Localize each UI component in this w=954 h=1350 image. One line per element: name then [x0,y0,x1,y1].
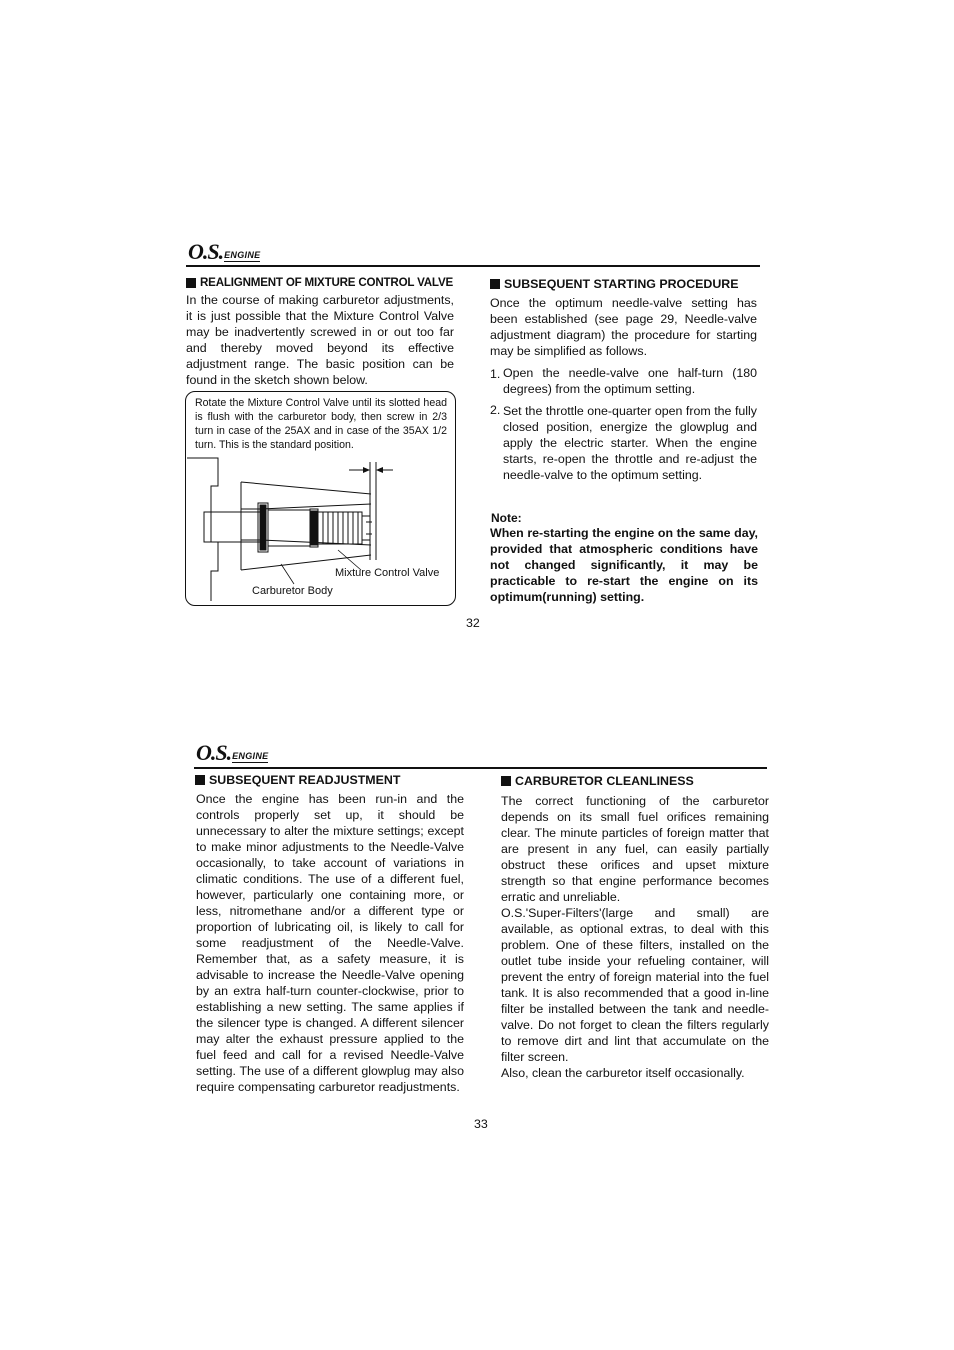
os-engine-logo [188,239,261,264]
section-heading-readjustment [195,772,400,788]
readjustment-body: Once the engine has been run-in and the controls properly set up, it should be unnecessary to alter the mixture settings; except to make minor adjustments to the Needle-Valve occasionally, to take account of variations in climatic conditions. The use of a different fuel, however, particularly one containing more, or less, nitromethane and/or a different type or proportion of lubricating oil, is likely to call for some readjustment of the Needle-Valve. Remember that, as a safety measure, it is advisable to increase the Needle-Valve opening by an extra half-turn counter-clockwise, prior to establishing a new setting. The same applies if the silencer type is changed. A different silencer may alter the exhaust pressure applied to the fuel feed and call for a revised Needle-Valve setting. The use of a different glowplug may also require compensating carburetor readjustments. [196,792,464,1094]
section-heading-starting-procedure [490,276,739,292]
square-bullet-icon [195,775,205,785]
header-rule [186,265,760,267]
note-body: When re-starting the engine on the same day, provided that atmospheric conditions have not changed significantly, it may be practicable to re-start the engine on its optimum(running) setting. [490,526,758,604]
cleanliness-para-1: The correct functioning of the carburetor depends on its small fuel orifices remaining clear. The minute particles of foreign matter that are present in any fuel, can easily partially obstruct these orifices and upset mixture strength so that engine performance becomes erratic and unreliable. [501,794,769,904]
square-bullet-icon [186,278,196,288]
heading-text: CARBURETOR CLEANLINESS [515,774,694,788]
mixture-valve-figure [185,391,456,606]
step-text: Open the needle-valve one half-turn (180 degrees) from the optimum setting. [503,366,757,396]
header-rule [194,767,767,769]
cleanliness-para-2: O.S.'Super-Filters'(large and small) are available, as optional extras, to deal with this problem. One of these filters, installed on the outlet tube inside your refueling container, will prevent the entry of foreign material into the fuel tank. It is also recommended that a good in-line filter be installed between the tank and needle-valve. Do not forget to clean the filters regularly to remove dirt and lint that accumulate on the filter screen. [501,906,769,1064]
heading-text: SUBSEQUENT STARTING PROCEDURE [504,277,739,291]
os-engine-logo [196,740,269,765]
label-carburetor-body: Carburetor Body [252,585,333,597]
logo-brand: O.S. [188,239,224,264]
step-number: 2. [490,403,501,417]
note-label: Note: [491,511,522,525]
figure-caption: Rotate the Mixture Control Valve until its slotted head is flush with the carburetor body, then screw in 2/3 turn in case of the 25AX and in case of the 35AX 1/2 turn. This is the standard position. [195,397,447,451]
section-heading-realignment [186,275,453,291]
heading-text: SUBSEQUENT READJUSTMENT [209,773,401,787]
realignment-body: In the course of making carburetor adjustments, it is just possible that the Mixture Control Valve may be inadvertently screwed in or out too far and thereby moved beyond its effective adjustment range. The basic position can be found in the sketch shown below. [186,293,454,387]
logo-suffix: ENGINE [224,250,261,260]
square-bullet-icon [501,776,511,786]
logo-brand: O.S. [196,740,232,765]
step-text: Set the throttle one-quarter open from the fully closed position, energize the glowplug and apply the electric starter. When the engine starts, re-open the throttle and re-adjust the needle-valve to the optimum setting. [503,404,757,482]
logo-suffix: ENGINE [232,751,269,761]
starting-intro: Once the optimum needle-valve setting has been established (see page 29, Needle-valve adjustment diagram) the procedure for starting may be simplified as follows. [490,296,757,358]
label-mixture-control-valve: Mixture Control Valve [335,567,440,579]
section-heading-cleanliness [501,773,694,789]
square-bullet-icon [490,279,500,289]
step-number: 1. [490,367,501,381]
cleanliness-para-3: Also, clean the carburetor itself occasionally. [501,1066,745,1080]
page-number: 32 [466,616,480,630]
page-number: 33 [474,1117,488,1131]
heading-text: REALIGNMENT OF MIXTURE CONTROL VALVE [200,276,454,289]
